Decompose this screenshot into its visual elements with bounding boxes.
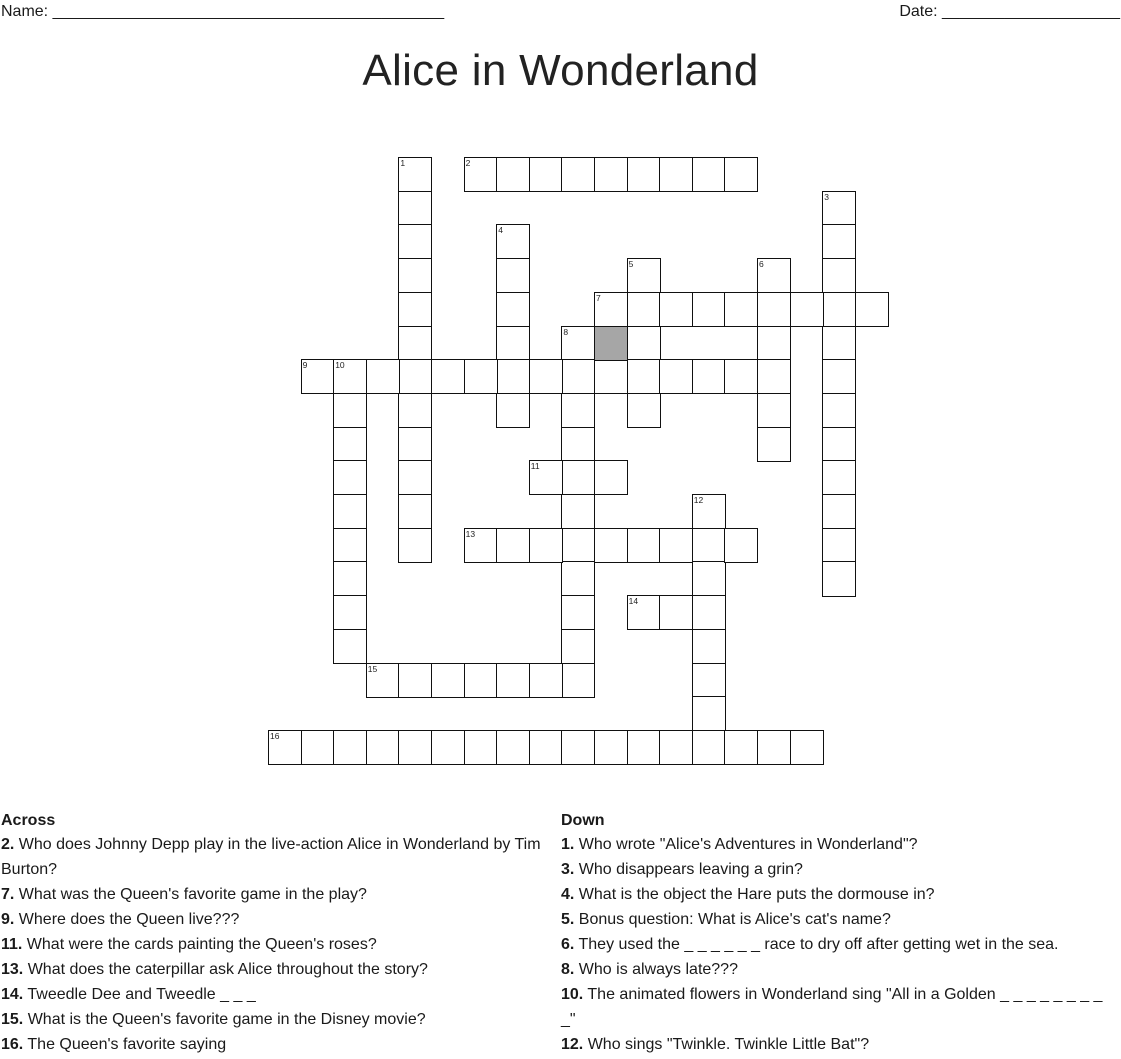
grid-cell[interactable]	[561, 359, 595, 394]
grid-cell[interactable]	[627, 528, 661, 563]
grid-cell[interactable]	[464, 663, 498, 698]
grid-cell[interactable]	[659, 292, 693, 327]
grid-cell[interactable]	[398, 494, 432, 529]
down-clue-list	[561, 832, 1119, 1057]
grid-cell[interactable]	[561, 427, 595, 462]
grid-cell[interactable]	[496, 224, 530, 259]
grid-cell[interactable]	[301, 359, 335, 394]
grid-cell[interactable]	[398, 393, 432, 428]
clue-number: 15	[367, 663, 378, 674]
grid-cell[interactable]	[659, 595, 693, 630]
grid-cell[interactable]	[627, 292, 661, 327]
clue-number: 5	[628, 259, 634, 270]
grid-cell[interactable]	[529, 460, 563, 495]
grid-cell[interactable]	[594, 730, 628, 765]
across-clue-list	[1, 832, 559, 1057]
grid-cell[interactable]	[366, 730, 400, 765]
grid-cell[interactable]	[757, 359, 791, 394]
grid-cell[interactable]	[398, 191, 432, 226]
grid-cell[interactable]	[431, 359, 465, 394]
grid-cell[interactable]	[659, 528, 693, 563]
clue-item-text: What is the Queen's favorite game in the Disney movie?	[23, 1011, 426, 1028]
clue-item-text: The Queen's favorite saying	[23, 1036, 227, 1053]
grid-cell[interactable]	[822, 224, 856, 259]
grid-cell[interactable]	[692, 730, 726, 765]
grid-cell[interactable]	[822, 191, 856, 226]
grid-cell[interactable]	[464, 157, 498, 192]
clue-item-text: Where does the Queen live???	[14, 911, 240, 928]
grid-cell[interactable]	[561, 460, 595, 495]
grid-cell[interactable]	[692, 292, 726, 327]
clue-item	[1, 1032, 559, 1057]
clue-number: 12	[693, 495, 704, 505]
grid-cell[interactable]	[333, 393, 367, 428]
clue-number: 8	[563, 326, 569, 337]
grid-cell[interactable]	[822, 326, 856, 361]
grid-cell[interactable]	[627, 326, 661, 361]
grid-cell[interactable]	[496, 359, 530, 394]
clue-item-number: 11.	[1, 936, 23, 953]
grid-cell[interactable]	[692, 663, 726, 698]
grid-cell[interactable]	[301, 730, 335, 765]
grid-cell[interactable]	[366, 663, 400, 698]
grid-cell[interactable]	[398, 730, 432, 765]
clue-item	[561, 832, 1119, 857]
clue-item	[561, 882, 1119, 907]
grid-cell[interactable]	[692, 528, 726, 563]
grid-cell[interactable]	[822, 427, 856, 462]
grid-cell[interactable]	[594, 528, 628, 563]
grid-cell[interactable]	[561, 629, 595, 664]
puzzle-title: Alice in Wonderland	[362, 46, 759, 95]
clue-number: 4	[498, 225, 503, 236]
clue-item-text: What was the Queen's favorite game in the play?	[14, 886, 367, 903]
grid-cell[interactable]	[333, 595, 367, 630]
grid-cell[interactable]	[561, 326, 595, 361]
grid-cell[interactable]	[398, 292, 432, 327]
grid-cell[interactable]	[333, 460, 367, 495]
grid-cell[interactable]	[529, 359, 563, 394]
clue-item	[1, 882, 559, 907]
clue-item	[561, 907, 1119, 932]
grid-cell[interactable]	[659, 730, 693, 765]
grid-cell[interactable]	[757, 258, 791, 293]
clue-item	[1, 907, 559, 932]
shaded-cell	[594, 326, 628, 361]
grid-cell[interactable]	[790, 730, 824, 765]
grid-cell[interactable]	[822, 561, 856, 596]
clue-item-text: Who wrote "Alice's Adventures in Wonderland"?	[574, 836, 918, 853]
grid-cell[interactable]	[822, 460, 856, 495]
grid-cell[interactable]	[333, 359, 367, 394]
clue-item-number: 8.	[561, 961, 575, 978]
grid-cell[interactable]	[398, 157, 432, 192]
clue-item-number: 10.	[561, 986, 584, 1003]
clue-item-number: 1.	[561, 836, 575, 853]
clue-item	[561, 957, 1119, 982]
grid-cell[interactable]	[496, 730, 530, 765]
date-field-label[interactable]: Date: ____________________	[899, 3, 1120, 20]
clue-number: 1	[400, 158, 406, 168]
clue-item-number: 14.	[1, 986, 24, 1003]
grid-cell[interactable]	[822, 359, 856, 394]
grid-cell[interactable]	[627, 595, 661, 630]
clue-number: 11	[530, 461, 540, 472]
clue-item-text: Tweedle Dee and Tweedle _ _ _	[23, 986, 256, 1003]
grid-cell[interactable]	[692, 696, 726, 731]
grid-cell[interactable]	[529, 730, 563, 765]
clue-number: 10	[335, 360, 345, 371]
clue-item	[561, 857, 1119, 882]
grid-cell[interactable]	[529, 528, 563, 563]
grid-cell[interactable]	[790, 292, 824, 327]
clue-item-text: They used the _ _ _ _ _ _ race to dry off after getting wet in the sea.	[574, 936, 1059, 953]
grid-cell[interactable]	[627, 258, 661, 293]
grid-cell[interactable]	[333, 629, 367, 664]
down-clues	[561, 810, 1119, 1057]
clue-item-number: 2.	[1, 836, 15, 853]
grid-cell[interactable]	[398, 258, 432, 293]
grid-cell[interactable]	[398, 663, 432, 698]
grid-cell[interactable]	[627, 393, 661, 428]
grid-cell[interactable]	[398, 460, 432, 495]
grid-cell[interactable]	[431, 663, 465, 698]
clue-item	[561, 932, 1119, 957]
grid-cell[interactable]	[855, 292, 889, 327]
grid-cell[interactable]	[757, 730, 791, 765]
grid-cell[interactable]	[594, 460, 628, 495]
grid-cell[interactable]	[464, 528, 498, 563]
grid-cell[interactable]	[627, 157, 661, 192]
grid-cell[interactable]	[724, 730, 758, 765]
grid-cell[interactable]	[822, 393, 856, 428]
grid-cell[interactable]	[496, 663, 530, 698]
grid-cell[interactable]	[561, 595, 595, 630]
clue-item-text: The animated flowers in Wonderland sing "All in a Golden _ _ _ _ _ _ _ _ _"	[561, 986, 1103, 1028]
clue-item-text: What is the object the Hare puts the dormouse in?	[574, 886, 935, 903]
grid-cell[interactable]	[561, 730, 595, 765]
clue-item	[1, 832, 559, 882]
clue-number: 6	[759, 259, 764, 270]
clue-item-number: 15.	[1, 1011, 24, 1028]
grid-cell[interactable]	[659, 157, 693, 192]
grid-cell[interactable]	[692, 157, 726, 192]
grid-cell[interactable]	[757, 292, 791, 327]
grid-cell[interactable]	[757, 393, 791, 428]
grid-cell[interactable]	[561, 663, 595, 698]
grid-cell[interactable]	[561, 494, 595, 529]
clue-number: 16	[270, 730, 280, 741]
grid-cell[interactable]	[692, 629, 726, 664]
grid-cell[interactable]	[627, 359, 661, 394]
grid-cell[interactable]	[496, 292, 530, 327]
grid-cell[interactable]	[333, 730, 367, 765]
clue-item-text: Who is always late???	[574, 961, 738, 978]
grid-cell[interactable]	[822, 494, 856, 529]
clue-item-text: Who sings "Twinkle. Twinkle Little Bat"?	[583, 1036, 870, 1053]
grid-cell[interactable]	[268, 730, 302, 765]
grid-cell[interactable]	[724, 292, 758, 327]
grid-cell[interactable]	[724, 157, 758, 192]
grid-cell[interactable]	[692, 359, 726, 394]
clue-number: 2	[465, 158, 471, 168]
grid-cell[interactable]	[366, 359, 400, 394]
grid-cell[interactable]	[561, 528, 595, 563]
grid-cell[interactable]	[594, 292, 628, 327]
grid-cell[interactable]	[496, 157, 530, 192]
grid-cell[interactable]	[822, 292, 856, 327]
grid-cell[interactable]	[822, 528, 856, 563]
clue-item-number: 3.	[561, 861, 575, 878]
grid-cell[interactable]	[496, 393, 530, 428]
grid-cell[interactable]	[333, 427, 367, 462]
grid-cell[interactable]	[496, 258, 530, 293]
grid-cell[interactable]	[333, 561, 367, 596]
grid-cell[interactable]	[561, 393, 595, 428]
clue-item-number: 7.	[1, 886, 15, 903]
grid-cell[interactable]	[398, 326, 432, 361]
clue-item-number: 12.	[561, 1036, 584, 1053]
down-heading: Down	[561, 812, 605, 829]
grid-cell[interactable]	[822, 258, 856, 293]
grid-cell[interactable]	[333, 494, 367, 529]
clue-item-text: What does the caterpillar ask Alice throughout the story?	[23, 961, 428, 978]
grid-cell[interactable]	[464, 359, 498, 394]
clue-item-number: 6.	[561, 936, 575, 953]
clue-number: 3	[824, 191, 829, 202]
grid-cell[interactable]	[398, 528, 432, 563]
clue-number: 14	[628, 596, 639, 607]
clue-item-text: Who does Johnny Depp play in the live-action Alice in Wonderland by Tim Burton?	[1, 836, 541, 878]
grid-cell[interactable]	[398, 224, 432, 259]
name-field-label[interactable]: Name: ____________________________________________	[1, 3, 445, 20]
grid-cell[interactable]	[757, 326, 791, 361]
clue-item	[1, 957, 559, 982]
clue-item-number: 4.	[561, 886, 575, 903]
clue-number: 9	[302, 360, 308, 371]
grid-cell[interactable]	[496, 528, 530, 563]
grid-cell[interactable]	[692, 561, 726, 596]
clue-item-number: 13.	[1, 961, 24, 978]
grid-cell[interactable]	[659, 359, 693, 394]
grid-cell[interactable]	[627, 730, 661, 765]
clue-item	[1, 932, 559, 957]
grid-cell[interactable]	[333, 528, 367, 563]
grid-cell[interactable]	[529, 663, 563, 698]
clue-item-text: What were the cards painting the Queen's roses?	[22, 936, 377, 953]
clue-item-text: Who disappears leaving a grin?	[574, 861, 803, 878]
grid-cell[interactable]	[496, 326, 530, 361]
grid-cell[interactable]	[561, 157, 595, 192]
clue-item	[561, 982, 1119, 1032]
clue-item-number: 16.	[1, 1036, 24, 1053]
grid-cell[interactable]	[398, 427, 432, 462]
clue-item-text: Bonus question: What is Alice's cat's name?	[574, 911, 891, 928]
grid-cell[interactable]	[692, 595, 726, 630]
across-clues	[1, 810, 559, 1057]
clue-item	[1, 982, 559, 1007]
grid-cell[interactable]	[594, 359, 628, 394]
grid-cell[interactable]	[724, 359, 758, 394]
clue-item-number: 9.	[1, 911, 15, 928]
grid-cell[interactable]	[464, 730, 498, 765]
grid-cell[interactable]	[594, 157, 628, 192]
across-heading: Across	[1, 812, 56, 829]
grid-cell[interactable]	[757, 427, 791, 462]
clue-item	[1, 1007, 559, 1032]
grid-cell[interactable]	[561, 561, 595, 596]
grid-cell[interactable]	[529, 157, 563, 192]
clue-number: 13	[465, 528, 476, 539]
grid-cell[interactable]	[431, 730, 465, 765]
clue-item	[561, 1032, 1119, 1057]
grid-cell[interactable]	[724, 528, 758, 563]
clue-number: 7	[596, 292, 601, 303]
grid-cell[interactable]	[398, 359, 432, 394]
clue-item-number: 5.	[561, 911, 575, 928]
grid-cell[interactable]	[692, 494, 726, 529]
